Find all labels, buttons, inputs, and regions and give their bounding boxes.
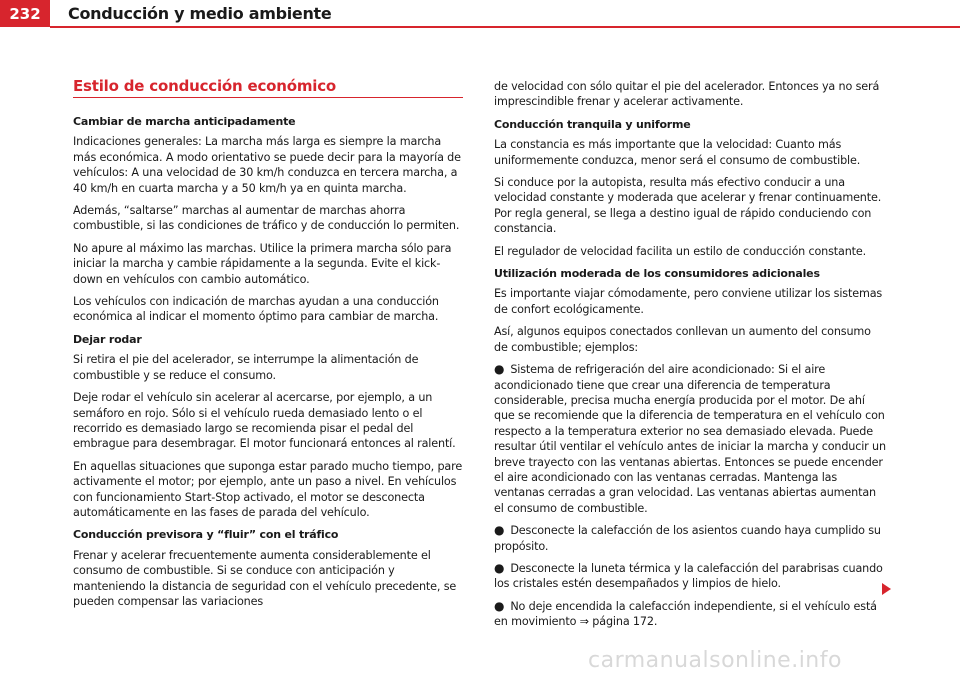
page-header — [0, 0, 960, 27]
arrow-right-icon: ⇒ — [579, 615, 589, 629]
paragraph: Es importante viajar cómodamente, pero conviene utilizar los sistemas de confort ecológicamente. — [494, 287, 883, 316]
paragraph: No apure al máximo las marchas. Utilice la primera marcha sólo para iniciar la marcha y cambie rápidamente a la segunda. Evite el kick-down en vehículos con cambio automático. — [73, 241, 452, 286]
bullet-icon: ● — [494, 560, 505, 575]
section-rule — [73, 97, 463, 98]
heading-anticipatory-driving: Conducción previsora y “fluir” con el tráfico — [73, 528, 339, 542]
paragraph: de velocidad con sólo quitar el pie del acelerador. Entonces ya no será imprescindible frenar y acelerar activamente. — [494, 80, 880, 109]
page-reference-link[interactable]: página 172. — [588, 615, 658, 629]
paragraph: Deje rodar el vehículo sin acelerar al acercarse, por ejemplo, a un semáforo en rojo. Sólo si el vehículo rueda demasiado lento o el recorrido es demasiado largo se recomienda pisar el pedal del embrague para desembragar. El motor funcionará entonces al ralentí. — [73, 391, 456, 451]
heading-gear-change: Cambiar de marcha anticipadamente — [73, 115, 296, 128]
list-item: ● Sistema de refrigeración del aire acondicionado: Si el aire acondicionado tiene que crear una diferencia de temperatura considerable, precisa mucha energía producida por el motor. De ahí que se recomiende que la diferencia de temperatura en el vehículo con respecto a la temperatura exterior no sea demasiado elevada. Puede resultar útil ventilar el vehículo antes de iniciar la marcha y conducir un breve trayecto con las ventanas abiertas. Entonces se puede encender el aire acondicionado con las ventanas cerradas. Mantenga las ventanas cerradas a gran velocidad. Las ventanas abiertas aumentan el consumo de combustible. — [494, 362, 886, 515]
paragraph: La constancia es más importante que la velocidad: Cuanto más uniformemente conduzca, menor será el consumo de combustible. — [494, 138, 861, 167]
heading-additional-consumers: Utilización moderada de los consumidores adicionales — [494, 267, 820, 281]
heading-coasting: Dejar rodar — [73, 332, 142, 346]
paragraph: El regulador de velocidad facilita un estilo de conducción constante. — [494, 244, 867, 258]
bullet-icon: ● — [494, 598, 505, 613]
heading-steady-driving: Conducción tranquila y uniforme — [494, 117, 691, 131]
page-number: 232 — [0, 0, 50, 27]
paragraph: En aquellas situaciones que suponga estar parado mucho tiempo, pare activamente el motor; por ejemplo, ante un paso a nivel. En vehículos con funcionamiento Start-Stop activado, el motor se desconecta automáticamente en las fases de parada del vehículo. — [73, 459, 463, 519]
right-column — [494, 79, 886, 637]
section-title: Estilo de conducción económico — [73, 77, 337, 95]
bullet-icon: ● — [494, 523, 505, 538]
list-item: ● Desconecte la calefacción de los asientos cuando haya cumplido su propósito. — [494, 523, 881, 553]
list-item: ● Desconecte la luneta térmica y la calefacción del parabrisas cuando los cristales estén desempañados y limpios de hielo. — [494, 560, 883, 591]
paragraph: Si conduce por la autopista, resulta más efectivo conducir a una velocidad constante y moderada que acelerar y frenar continuamente. Por regla general, se llega a destino igual de rápido conduciendo con constancia. — [494, 176, 882, 236]
chapter-title: Conducción y medio ambiente — [68, 4, 332, 23]
bullet-icon: ● — [494, 362, 505, 377]
list-item: ● No deje encendida la calefacción independiente, si el vehículo está en movimiento ⇒ página 172. — [494, 598, 877, 629]
left-column — [73, 114, 465, 616]
paragraph: Los vehículos con indicación de marchas ayudan a una conducción económica al indicar el momento óptimo para cambiar de marcha. — [73, 295, 439, 324]
paragraph: Frenar y acelerar frecuentemente aumenta considerablemente el consumo de combustible. Si se conduce con anticipación y manteniendo la distancia de seguridad con el vehículo precedente, se pueden compensar las variaciones — [73, 548, 457, 608]
paragraph: Indicaciones generales: La marcha más larga es siempre la marcha más económica. A modo orientativo se puede decir para la mayoría de vehículos: A una velocidad de 30 km/h conduzca en tercera marcha, a 40 km/h en cuarta marcha y a 50 km/h ya en quinta marcha. — [73, 135, 461, 195]
paragraph: Así, algunos equipos conectados conllevan un aumento del consumo de combustible; ejemplos: — [494, 325, 871, 354]
paragraph: Si retira el pie del acelerador, se interrumpe la alimentación de combustible y se reduce el consumo. — [73, 353, 419, 382]
paragraph: Además, “saltarse” marchas al aumentar de marchas ahorra combustible, si las condiciones de tráfico y de conducción lo permiten. — [73, 204, 460, 233]
header-rule — [50, 26, 960, 28]
continue-arrow-icon — [882, 583, 891, 595]
watermark: carmanualsonline.info — [588, 648, 842, 673]
